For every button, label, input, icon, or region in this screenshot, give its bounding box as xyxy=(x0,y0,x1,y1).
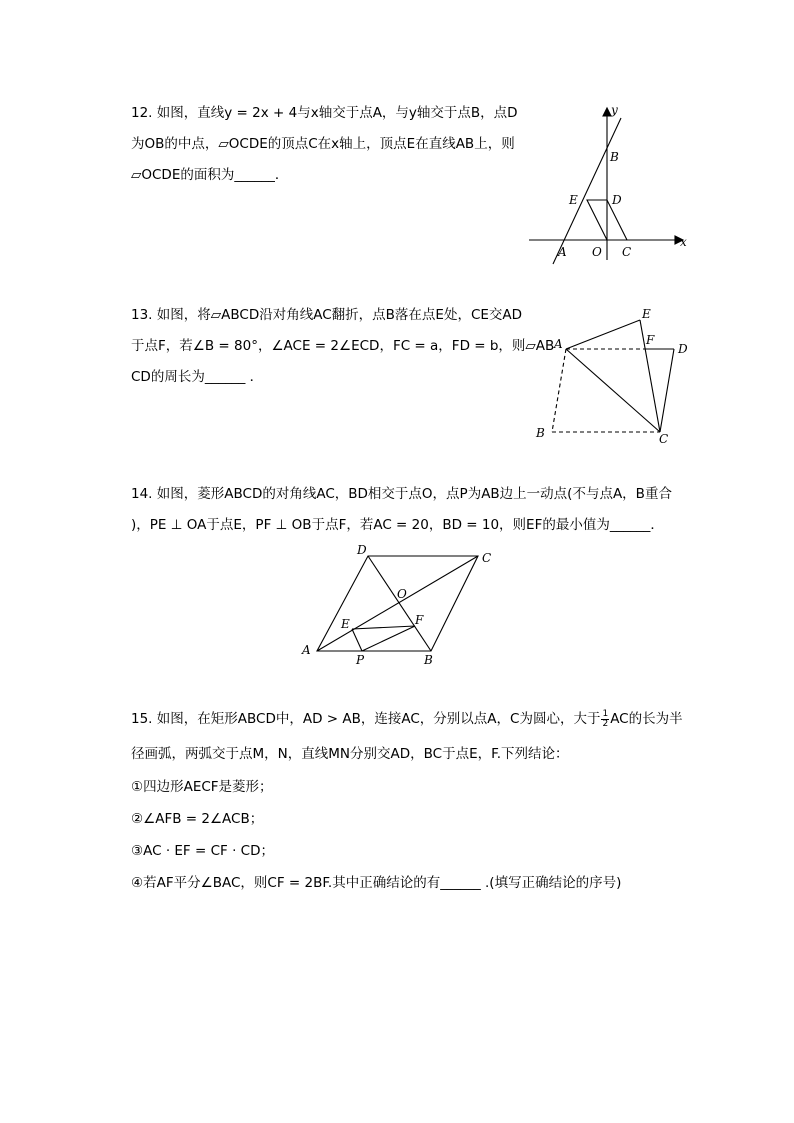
label-e: E xyxy=(569,193,578,207)
q15-conclusion-3: ③AC · EF = CF · CD； xyxy=(131,843,274,859)
label-a: A xyxy=(558,245,567,259)
q14-text-line-2: )，PE ⊥ OA于点E，PF ⊥ OB于点F，若AC = 20，BD = 10，则EF的最小值为______． xyxy=(131,517,664,533)
fraction-numerator: 1 xyxy=(602,708,609,719)
q15-conclusion-2: ②∠AFB = 2∠ACB； xyxy=(131,811,264,827)
label-y: y xyxy=(611,103,618,117)
label-f: F xyxy=(646,333,655,347)
label-b: B xyxy=(424,653,433,667)
label-b: B xyxy=(610,150,619,164)
segment-pf xyxy=(362,626,415,651)
fraction-one-half xyxy=(601,710,609,729)
label-o: O xyxy=(397,587,407,601)
y-axis-arrow xyxy=(603,108,611,116)
segment-ef xyxy=(352,626,415,629)
fraction-denominator: 2 xyxy=(602,718,609,729)
line-ab xyxy=(553,118,621,264)
label-p: P xyxy=(356,653,365,667)
q15-text-line-1 xyxy=(131,709,683,729)
segment-ab xyxy=(552,349,566,432)
q12-text-line-2: 为OB的中点，▱OCDE的顶点C在x轴上，顶点E在直线AB上，则 xyxy=(131,136,515,152)
label-c: C xyxy=(482,551,492,565)
diagonal-bd xyxy=(368,556,431,651)
segment-ae xyxy=(566,320,640,349)
label-b: B xyxy=(536,426,545,440)
diagonal-ac xyxy=(317,556,478,651)
label-x: x xyxy=(680,235,687,249)
q13-figure xyxy=(530,302,700,448)
segment-ac xyxy=(566,349,660,432)
q13-text-line-3: CD的周长为______ ． xyxy=(131,369,264,385)
label-e: E xyxy=(642,307,651,321)
q12-text-line-3: ▱OCDE的面积为______． xyxy=(131,167,289,183)
label-a: A xyxy=(554,337,563,351)
segment-pe xyxy=(352,629,362,651)
label-d: D xyxy=(678,342,688,356)
label-d: D xyxy=(357,543,367,557)
q15-conclusion-4: ④若AF平分∠BAC，则CF = 2BF.其中正确结论的有______ .(填写正确结论的序号) xyxy=(131,875,622,891)
segment-dc xyxy=(660,349,674,432)
q13-text-line-2: 于点F，若∠B = 80°，∠ACE = 2∠ECD，FC = a，FD = b，则▱AB xyxy=(131,338,555,354)
label-c: C xyxy=(622,245,632,259)
q13-text-line-1: 13. 如图，将▱ABCD沿对角线AC翻折，点B落在点E处，CE交AD xyxy=(131,307,523,323)
q15-conclusion-1: ①四边形AECF是菱形； xyxy=(131,779,273,795)
q15-text-line-1-end: AC的长为半 xyxy=(610,711,683,727)
q15-text-line-2: 径画弧，两弧交于点M，N，直线MN分别交AD，BC于点E，F.下列结论： xyxy=(131,746,569,762)
q14-figure xyxy=(298,540,498,670)
label-a: A xyxy=(302,643,311,657)
label-f: F xyxy=(415,613,424,627)
label-c: C xyxy=(659,432,669,446)
label-d: D xyxy=(612,193,622,207)
q12-figure xyxy=(525,100,695,268)
q14-text-line-1: 14. 如图，菱形ABCD的对角线AC，BD相交于点O，点P为AB边上一动点(不与点A，B重合 xyxy=(131,486,672,502)
q15-text-line-1-start: 15. 如图，在矩形ABCD中，AD > AB，连接AC，分别以点A，C为圆心，大于 xyxy=(131,711,601,727)
label-e: E xyxy=(341,617,350,631)
label-o: O xyxy=(592,245,602,259)
q12-text-line-1: 12. 如图，直线y = 2x + 4与x轴交于点A，与y轴交于点B，点D xyxy=(131,105,518,121)
